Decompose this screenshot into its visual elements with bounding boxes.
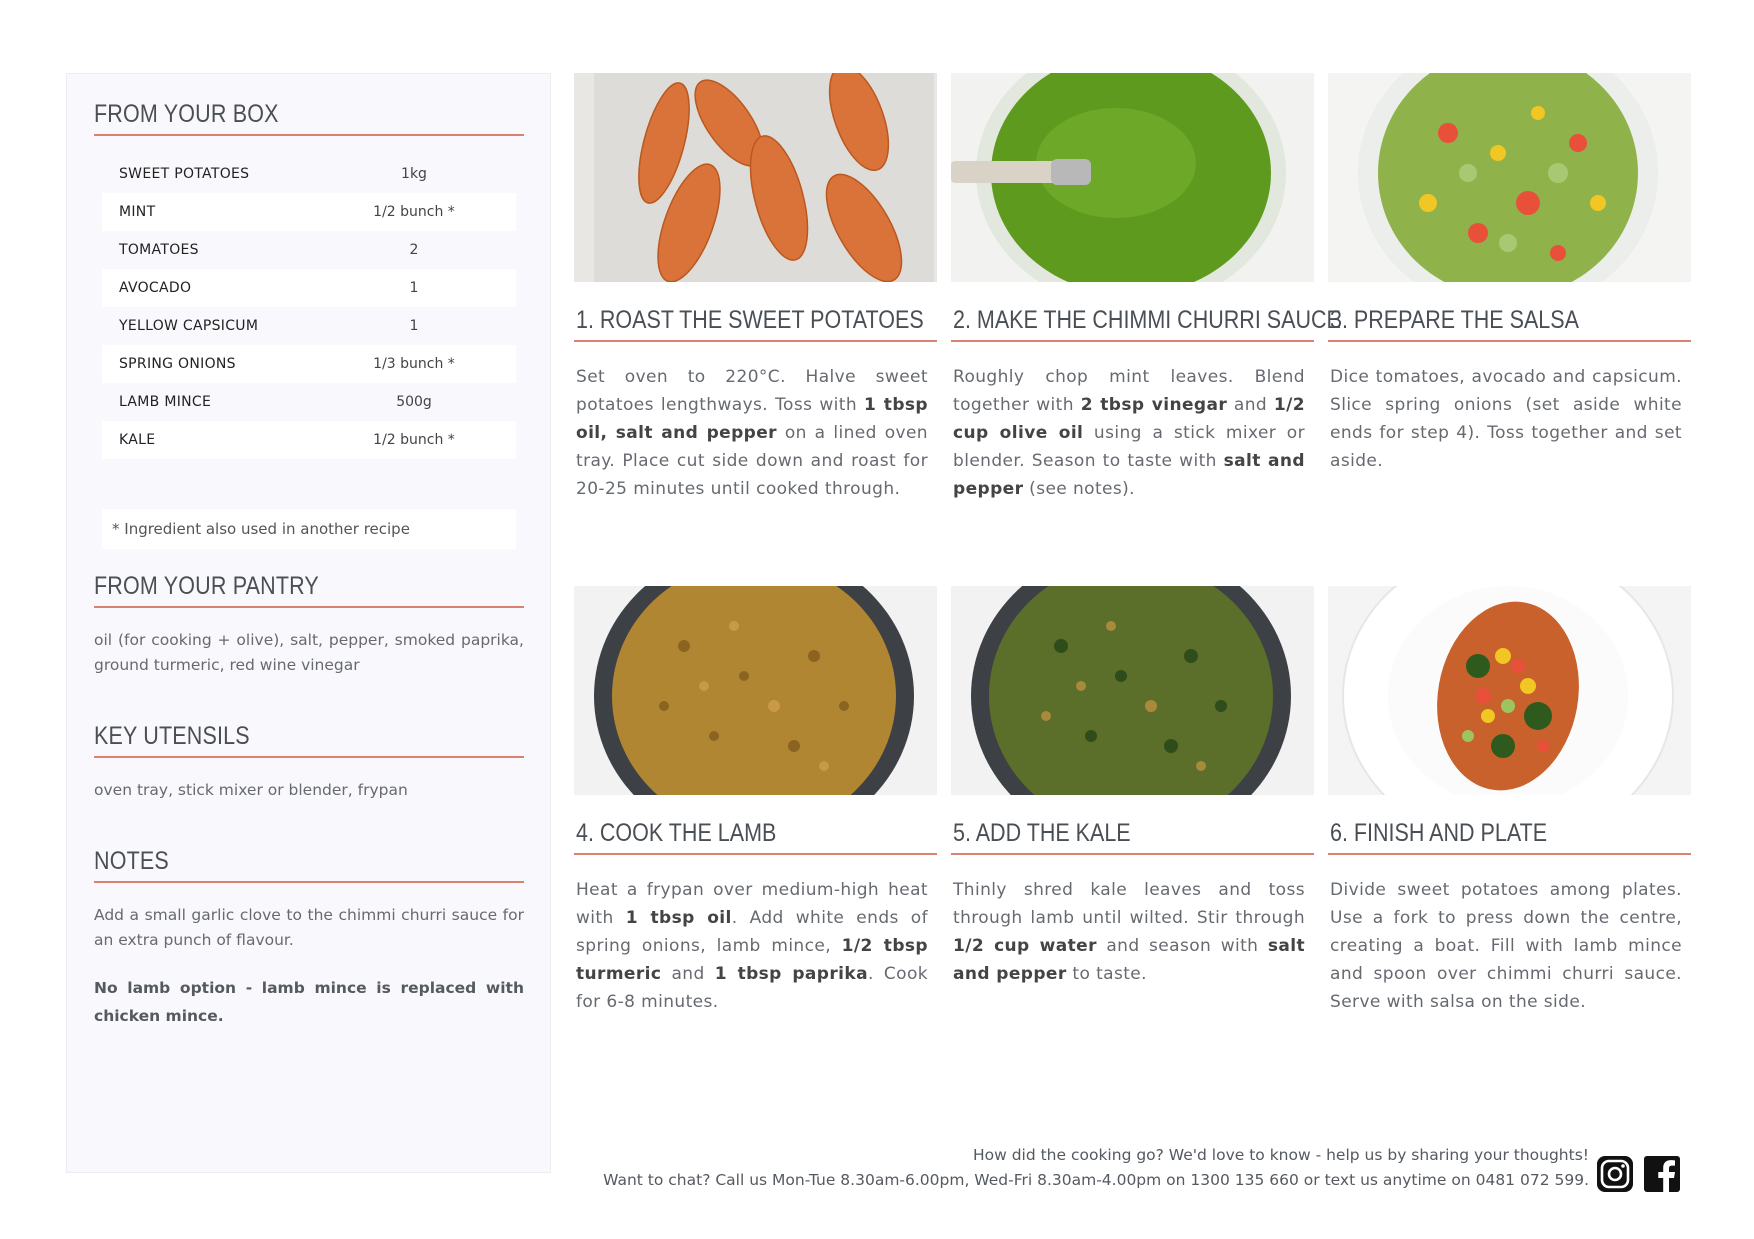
ingredient-name: KALE	[119, 432, 156, 448]
instruction-text: and	[661, 964, 715, 984]
step-divider	[1328, 853, 1691, 855]
bold-ingredient: salt and pepper	[953, 936, 1306, 984]
section-divider	[94, 606, 524, 608]
ingredient-qty: 1/2 bunch *	[373, 432, 455, 448]
ingredient-row	[102, 231, 516, 269]
step-divider	[574, 340, 937, 342]
bold-ingredient: salt and pepper	[953, 451, 1306, 499]
instagram-icon[interactable]	[1596, 1155, 1634, 1193]
ingredient-name: SWEET POTATOES	[119, 166, 250, 182]
ingredient-qty: 1/2 bunch *	[373, 204, 455, 220]
ingredient-row	[102, 269, 516, 307]
ingredient-qty: 1	[409, 280, 419, 296]
bold-ingredient: 1/2 cup olive oil	[953, 395, 1305, 443]
step-title: 1. ROAST THE SWEET POTATOES	[576, 306, 924, 334]
step-5-photo	[951, 586, 1314, 795]
instruction-text: . Add white ends of spring onions, lamb mince,	[576, 908, 928, 956]
ingredient-name: MINT	[119, 204, 156, 220]
chimmi-churri-photo	[951, 73, 1314, 282]
instruction-text: using a stick mixer or blender. Season to taste with	[953, 423, 1306, 471]
plated-dish-photo	[1328, 586, 1691, 795]
utensils-text: oven tray, stick mixer or blender, frypan	[94, 781, 408, 799]
step-title: 6. FINISH AND PLATE	[1330, 819, 1548, 847]
ingredient-name: LAMB MINCE	[119, 394, 212, 410]
step-title: 4. COOK THE LAMB	[576, 819, 777, 847]
step-instructions	[576, 363, 928, 503]
instruction-text: (see notes).	[1023, 479, 1135, 499]
ingredient-name: YELLOW CAPSICUM	[119, 318, 259, 334]
from-your-box-title: FROM YOUR BOX	[94, 100, 279, 128]
instruction-text: Set oven to 220°C. Halve sweet potatoes lengthways. Toss with	[576, 367, 928, 415]
instruction-text: to taste.	[1066, 964, 1147, 984]
instruction-text: and season with	[1096, 936, 1268, 956]
ingredient-qty: 2	[409, 242, 419, 258]
step-6-photo	[1328, 586, 1691, 795]
key-utensils-title: KEY UTENSILS	[94, 722, 250, 750]
step-divider	[951, 853, 1314, 855]
ingredient-qty: 500g	[396, 394, 432, 410]
from-your-pantry-title: FROM YOUR PANTRY	[94, 572, 319, 600]
salsa-photo	[1328, 73, 1691, 282]
notes-title: NOTES	[94, 847, 169, 875]
ingredient-footnote: * Ingredient also used in another recipe	[102, 509, 516, 549]
ingredient-row	[102, 345, 516, 383]
step-instructions	[1330, 876, 1682, 1016]
bold-ingredient: 1 tbsp oil, salt and pepper	[576, 395, 928, 443]
feedback-text: How did the cooking go? We'd love to know - help us by sharing your thoughts!	[972, 1146, 1589, 1164]
ingredient-row	[102, 421, 516, 459]
section-divider	[94, 134, 524, 136]
bold-ingredient: 1/2 tbsp turmeric	[576, 936, 928, 984]
kale-frypan-photo	[951, 586, 1314, 795]
bold-ingredient: 1 tbsp oil	[625, 908, 732, 928]
step-4-photo	[574, 586, 937, 795]
contact-text: Want to chat? Call us Mon-Tue 8.30am-6.00pm, Wed-Fri 8.30am-4.00pm on 1300 135 660 or text us anytime on 0481 072 599.	[603, 1171, 1589, 1189]
bold-ingredient: 1 tbsp paprika	[714, 964, 868, 984]
facebook-icon[interactable]	[1643, 1155, 1681, 1193]
ingredient-name: SPRING ONIONS	[119, 356, 236, 372]
notes-bold-text: No lamb option - lamb mince is replaced with chicken mince.	[94, 979, 524, 1025]
step-divider	[574, 853, 937, 855]
ingredient-row	[102, 155, 516, 193]
ingredient-row	[102, 193, 516, 231]
instruction-text: Thinly shred kale leaves and toss through lamb until wilted. Stir through	[953, 880, 1305, 928]
instruction-text: Divide sweet potatoes among plates. Use a fork to press down the centre, creating a boat. Fill with lamb mince and spoon over chimmi churri sauce. Serve with salsa on the side.	[1330, 880, 1682, 1012]
notes-text: Add a small garlic clove to the chimmi churri sauce for an extra punch of flavour.	[94, 906, 524, 949]
sweet-potatoes-photo	[574, 73, 937, 282]
ingredient-table	[102, 155, 516, 459]
ingredients-sidebar	[66, 73, 551, 1173]
lamb-frypan-photo	[574, 586, 937, 795]
instruction-text: and	[1227, 395, 1274, 415]
instruction-text: . Cook for 6-8 minutes.	[576, 964, 928, 1012]
step-title: 3. PREPARE THE SALSA	[1330, 306, 1579, 334]
ingredient-name: AVOCADO	[119, 280, 192, 296]
ingredient-name: TOMATOES	[119, 242, 199, 258]
ingredient-qty: 1/3 bunch *	[373, 356, 455, 372]
pantry-text: oil (for cooking + olive), salt, pepper, smoked paprika, ground turmeric, red wine vinegar	[94, 631, 524, 674]
step-1-photo	[574, 73, 937, 282]
step-3-photo	[1328, 73, 1691, 282]
step-instructions	[953, 876, 1305, 988]
step-instructions	[1330, 363, 1682, 475]
bold-ingredient: 2 tbsp vinegar	[1080, 395, 1228, 415]
step-instructions	[576, 876, 928, 1016]
ingredient-qty: 1	[409, 318, 419, 334]
step-divider	[1328, 340, 1691, 342]
instruction-text: on a lined oven tray. Place cut side down and roast for 20-25 minutes until cooked through.	[576, 423, 928, 499]
section-divider	[94, 756, 524, 758]
ingredient-row	[102, 383, 516, 421]
step-divider	[951, 340, 1314, 342]
step-2-photo	[951, 73, 1314, 282]
instruction-text: Heat a frypan over medium-high heat with	[576, 880, 928, 928]
step-title: 5. ADD THE KALE	[953, 819, 1131, 847]
step-instructions	[953, 363, 1305, 503]
ingredient-row	[102, 307, 516, 345]
instruction-text: Dice tomatoes, avocado and capsicum. Slice spring onions (set aside white ends for step 4). Toss together and set aside.	[1330, 367, 1682, 471]
step-title: 2. MAKE THE CHIMMI CHURRI SAUCE	[953, 306, 1341, 334]
section-divider	[94, 881, 524, 883]
ingredient-qty: 1kg	[401, 166, 427, 182]
bold-ingredient: 1/2 cup water	[953, 936, 1097, 956]
instruction-text: Roughly chop mint leaves. Blend together with	[953, 367, 1305, 415]
